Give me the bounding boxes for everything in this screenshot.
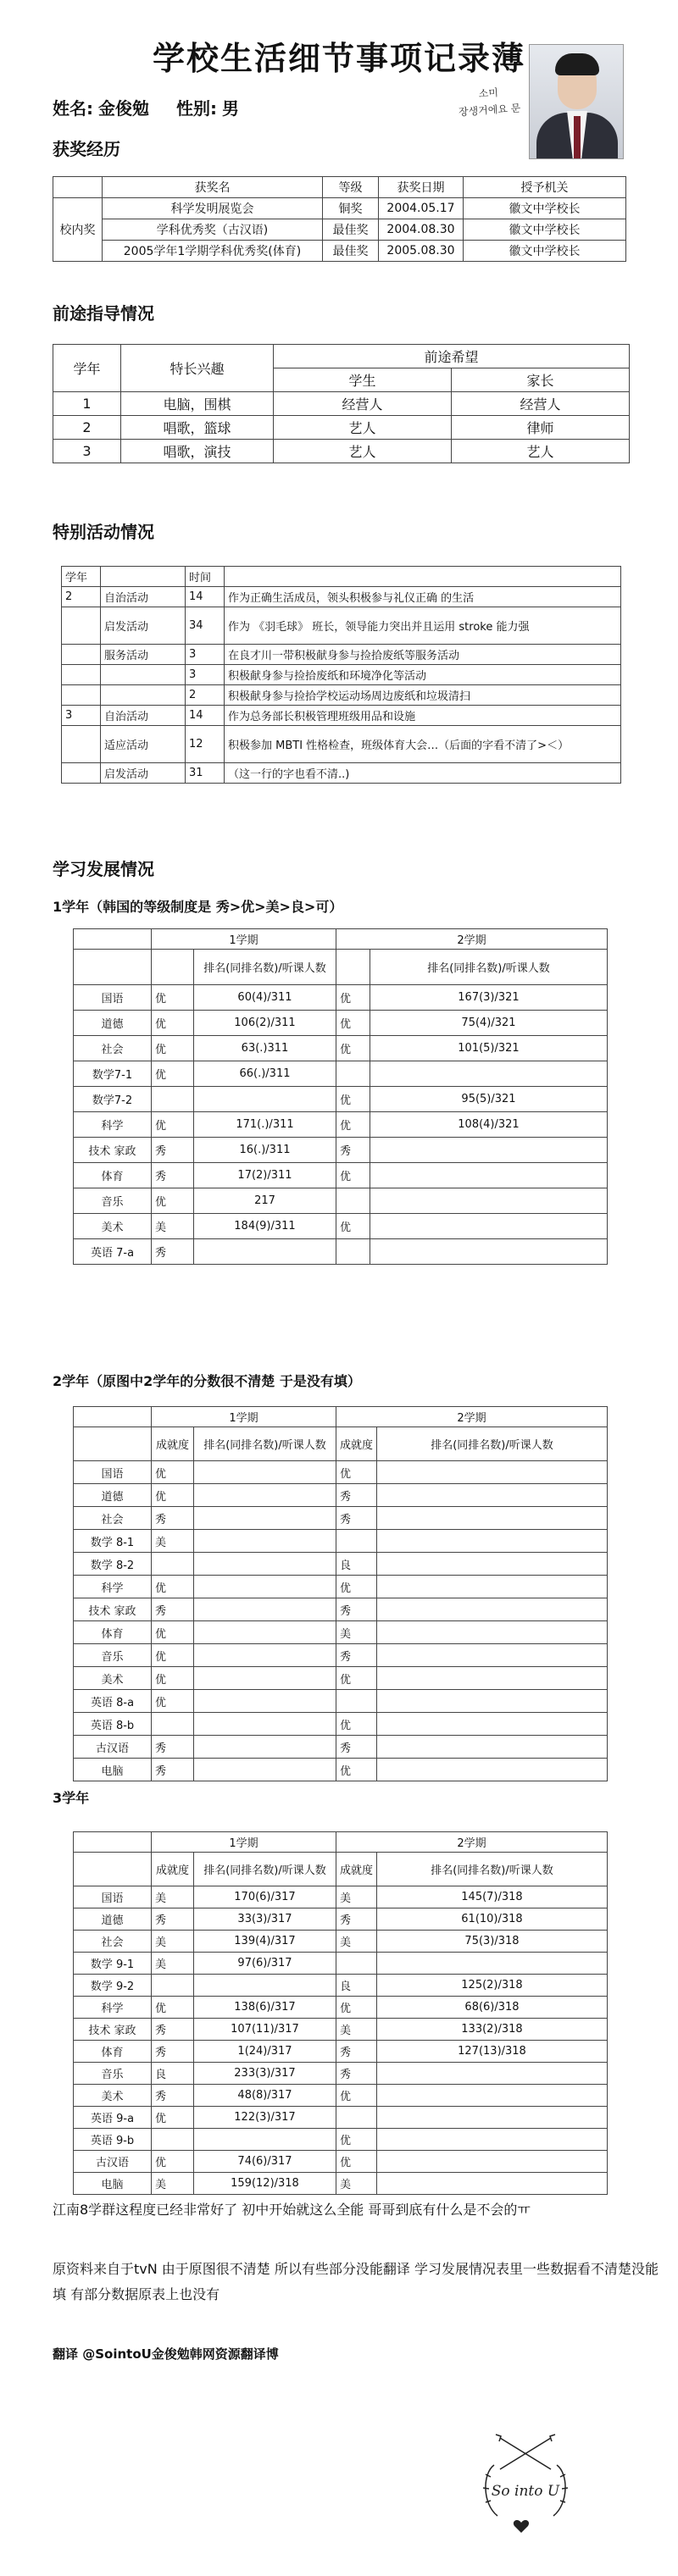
- rank-cell: [194, 1484, 336, 1507]
- subject-cell: 科学: [74, 1997, 152, 2019]
- rank-cell: 107(11)/317: [194, 2019, 336, 2041]
- grade-cell: 美: [152, 2173, 194, 2195]
- rank-cell: [377, 2085, 608, 2107]
- rank-cell: 125(2)/318: [377, 1975, 608, 1997]
- table-row: [74, 1163, 608, 1188]
- grade-cell: [152, 1713, 194, 1736]
- table-row: [74, 1759, 608, 1781]
- grade-cell: [336, 1953, 377, 1975]
- rank-cell: 48(8)/317: [194, 2085, 336, 2107]
- table-row: 2 唱歌，篮球 艺人 律师: [53, 416, 630, 440]
- student-name: 金俊勉: [98, 98, 149, 119]
- grade-cell: 优: [336, 1759, 377, 1781]
- header-issuer: 授予机关: [464, 177, 626, 198]
- subject-cell: 社会: [74, 1507, 152, 1530]
- year2-sem1: 1学期: [152, 1407, 336, 1427]
- rank-cell: 170(6)/317: [194, 1886, 336, 1908]
- table-row: [74, 1239, 608, 1265]
- grade-cell: 秀: [152, 2085, 194, 2107]
- awards-table: [53, 176, 626, 262]
- grade-cell: 秀: [336, 2041, 377, 2063]
- table-row: [74, 1011, 608, 1036]
- rank-cell: [377, 1484, 608, 1507]
- translator-credit: 翻译 @SointoU金俊勉韩网资源翻译博: [53, 2346, 279, 2362]
- rank-cell: [194, 1530, 336, 1553]
- year1-table: [73, 928, 608, 1265]
- rank-cell: [370, 1239, 608, 1265]
- table-row: [74, 1621, 608, 1644]
- grade-cell: 美: [152, 1214, 194, 1239]
- table-row: [74, 1484, 608, 1507]
- grade-cell: [152, 1087, 194, 1112]
- year1-caption: 1学年（韩国的等级制度是 秀>优>美>良>可）: [53, 899, 343, 915]
- subject-cell: 国语: [74, 985, 152, 1011]
- rank-cell: 127(13)/318: [377, 2041, 608, 2063]
- table-row: 校内奖 科学发明展览会 铜奖 2004.05.17 徽文中学校长: [53, 198, 626, 219]
- rank-cell: 139(4)/317: [194, 1931, 336, 1953]
- subject-cell: 数学7-2: [74, 1087, 152, 1112]
- grade-cell: 优: [336, 1997, 377, 2019]
- rank-cell: [194, 1975, 336, 1997]
- header-interest: 特长兴趣: [121, 345, 274, 392]
- grade-cell: 秀: [152, 2019, 194, 2041]
- grade-cell: [336, 1530, 377, 1553]
- grade-cell: 秀: [336, 1736, 377, 1759]
- subject-cell: 美术: [74, 1214, 152, 1239]
- rank-cell: [377, 1644, 608, 1667]
- grade-cell: 秀: [336, 1138, 370, 1163]
- page-title: 学校生活细节事项记录薄: [152, 40, 525, 77]
- guidance-heading: 前途指导情况: [53, 303, 154, 324]
- table-row: [74, 2129, 608, 2151]
- table-row: [74, 2063, 608, 2085]
- grade-cell: 优: [336, 1087, 370, 1112]
- subject-cell: 电脑: [74, 1759, 152, 1781]
- grade-cell: 优: [152, 1011, 194, 1036]
- subject-cell: 体育: [74, 2041, 152, 2063]
- grade-cell: 优: [336, 1713, 377, 1736]
- subject-cell: 美术: [74, 2085, 152, 2107]
- subject-cell: 数学 8-1: [74, 1530, 152, 1553]
- subject-cell: 古汉语: [74, 1736, 152, 1759]
- note-line-2: 原资料来自于tvN 由于原图很不清楚 所以有些部分没能翻译 学习发展情况表里一些数据看不清楚没能填 有部分数据原表上也没有: [53, 2261, 659, 2302]
- grade-cell: [152, 1553, 194, 1576]
- grade-cell: 优: [152, 1576, 194, 1598]
- grade-cell: 秀: [152, 1736, 194, 1759]
- grade-cell: [336, 2107, 377, 2129]
- rank-cell: [377, 1553, 608, 1576]
- grade-cell: 优: [336, 2085, 377, 2107]
- grade-cell: 秀: [152, 1507, 194, 1530]
- rank-cell: 122(3)/317: [194, 2107, 336, 2129]
- header-student: 学生: [274, 368, 452, 392]
- table-row: [74, 1736, 608, 1759]
- rank-cell: [194, 2129, 336, 2151]
- table-row: [74, 1931, 608, 1953]
- activities-heading: 特别活动情况: [53, 522, 154, 542]
- year1-sem2: 2学期: [336, 929, 608, 950]
- table-row: [74, 1975, 608, 1997]
- rank-cell: 1(24)/317: [194, 2041, 336, 2063]
- grade-cell: 美: [336, 1621, 377, 1644]
- table-row: [74, 1112, 608, 1138]
- subject-cell: 道德: [74, 1484, 152, 1507]
- rank-cell: 106(2)/311: [194, 1011, 336, 1036]
- table-row: [74, 1138, 608, 1163]
- so-into-u-logo: [470, 2423, 581, 2541]
- rank-cell: [377, 1621, 608, 1644]
- table-row: [74, 2019, 608, 2041]
- rank-cell: 233(3)/317: [194, 2063, 336, 2085]
- table-row: [74, 1886, 608, 1908]
- study-heading: 学习发展情况: [53, 859, 154, 879]
- rank-cell: 145(7)/318: [377, 1886, 608, 1908]
- table-row: [74, 2173, 608, 2195]
- note-line-1: 江南8学群这程度已经非常好了 初中开始就这么全能 哥哥到底有什么是不会的ㅠ: [53, 2202, 531, 2218]
- rank-cell: [377, 1461, 608, 1484]
- rank-cell: 108(4)/321: [370, 1112, 608, 1138]
- rank-cell: [377, 1736, 608, 1759]
- grade-cell: 优: [152, 985, 194, 1011]
- subject-cell: 电脑: [74, 2173, 152, 2195]
- grade-cell: [336, 1690, 377, 1713]
- rank-cell: 60(4)/311: [194, 985, 336, 1011]
- subject-cell: 英语 7-a: [74, 1239, 152, 1265]
- table-row: 3 自治活动 14 作为总务部长积极管理班级用品和设施: [62, 706, 621, 726]
- logo-text: So into U: [491, 2483, 560, 2500]
- table-row: [74, 1087, 608, 1112]
- grade-cell: 美: [336, 1886, 377, 1908]
- grade-cell: [336, 1188, 370, 1214]
- rank-cell: 75(3)/318: [377, 1931, 608, 1953]
- grade-cell: 优: [336, 1461, 377, 1484]
- award-group: 校内奖: [53, 198, 103, 262]
- subject-cell: 美术: [74, 1667, 152, 1690]
- activities-table: [61, 566, 621, 784]
- table-row: 3 唱歌，演技 艺人 艺人: [53, 440, 630, 463]
- subject-cell: 国语: [74, 1886, 152, 1908]
- subject-cell: 英语 9-a: [74, 2107, 152, 2129]
- rank-cell: [377, 1576, 608, 1598]
- rank-cell: 75(4)/321: [370, 1011, 608, 1036]
- grade-cell: 秀: [336, 1484, 377, 1507]
- rank-cell: 33(3)/317: [194, 1908, 336, 1931]
- year1-sem1: 1学期: [152, 929, 336, 950]
- table-row: 启发活动 34 作为 《羽毛球》 班长，领导能力突出并且运用 stroke 能力强: [62, 607, 621, 645]
- table-row: 2 积极献身参与捡拾学校运动场周边废纸和垃圾清扫: [62, 685, 621, 706]
- rank-cell: 61(10)/318: [377, 1908, 608, 1931]
- rank-cell: 66(.)/311: [194, 1061, 336, 1087]
- grade-cell: [336, 1239, 370, 1265]
- table-row: [74, 1690, 608, 1713]
- year2-caption: 2学年（原图中2学年的分数很不清楚 于是没有填）: [53, 1373, 361, 1389]
- rank-cell: 138(6)/317: [194, 1997, 336, 2019]
- grade-cell: [336, 1061, 370, 1087]
- year2-sem2: 2学期: [336, 1407, 608, 1427]
- rank-cell: [377, 2107, 608, 2129]
- subject-cell: 古汉语: [74, 2151, 152, 2173]
- subject-cell: 技术 家政: [74, 1138, 152, 1163]
- rank-cell: [194, 1239, 336, 1265]
- rank-cell: [377, 1759, 608, 1781]
- rank-cell: [370, 1214, 608, 1239]
- table-row: [74, 1461, 608, 1484]
- rank-cell: [377, 1713, 608, 1736]
- stamp-line-2: 장생거에요 문: [458, 102, 521, 119]
- rank-cell: [377, 2063, 608, 2085]
- subject-cell: 音乐: [74, 1188, 152, 1214]
- rank-cell: [194, 1759, 336, 1781]
- subject-cell: 体育: [74, 1621, 152, 1644]
- year2-table: 1学期 2学期 成就度 排名(同排名数)/听课人数 成就度 排名(同排名数)/听课人数 国语 优 优 道德 优 秀 社会 秀 秀 数学 8-1 美 数学 8-2 良 科学 优 优 技术 家政 秀 秀 体育 优 美 音乐 优 秀 美术 优 优 英语 8-a 优 英语 8-b 优 古汉语 秀 秀 电脑 秀 优: [73, 1406, 608, 1781]
- rank-cell: [377, 1598, 608, 1621]
- grade-cell: 优: [152, 1061, 194, 1087]
- grade-cell: 优: [336, 1576, 377, 1598]
- subject-cell: 国语: [74, 1461, 152, 1484]
- table-row: [74, 1997, 608, 2019]
- grade-cell: 秀: [152, 1908, 194, 1931]
- student-gender: 男: [222, 98, 239, 119]
- subject-cell: 社会: [74, 1931, 152, 1953]
- table-row: [74, 1188, 608, 1214]
- rank-cell: [377, 1507, 608, 1530]
- name-label: 姓名:: [53, 98, 93, 119]
- year3-caption: 3学年: [53, 1790, 90, 1806]
- handwritten-note: [438, 81, 541, 122]
- header-year: 学年: [53, 345, 121, 392]
- table-row: [74, 985, 608, 1011]
- table-row: [74, 1908, 608, 1931]
- subject-cell: 数学 8-2: [74, 1553, 152, 1576]
- grade-cell: 优: [152, 1112, 194, 1138]
- rank-cell: 68(6)/318: [377, 1997, 608, 2019]
- rank-cell: [377, 1690, 608, 1713]
- grade-cell: 优: [152, 1461, 194, 1484]
- grade-cell: 优: [336, 1667, 377, 1690]
- rank-cell: [194, 1736, 336, 1759]
- rank-cell: [194, 1507, 336, 1530]
- grade-cell: 优: [336, 1036, 370, 1061]
- rank-cell: [377, 2173, 608, 2195]
- grade-cell: 美: [336, 1931, 377, 1953]
- grade-cell: 良: [336, 1975, 377, 1997]
- table-row: 学科优秀奖（古汉语) 最佳奖 2004.08.30 徽文中学校长: [53, 219, 626, 241]
- rank-cell: 217: [194, 1188, 336, 1214]
- year3-sem1: 1学期: [152, 1832, 336, 1853]
- rank-cell: [194, 1621, 336, 1644]
- table-row: [74, 1598, 608, 1621]
- gender-label: 性别:: [176, 98, 217, 119]
- grade-cell: 秀: [336, 1908, 377, 1931]
- subject-cell: 数学 9-2: [74, 1975, 152, 1997]
- year1-sem2-rank-header: 排名(同排名数)/听课人数: [370, 950, 608, 985]
- rank-cell: 63(.)311: [194, 1036, 336, 1061]
- table-row: [74, 1214, 608, 1239]
- rank-cell: [377, 1667, 608, 1690]
- subject-cell: 技术 家政: [74, 1598, 152, 1621]
- table-row: [74, 1036, 608, 1061]
- table-row: [74, 2107, 608, 2129]
- table-row: [74, 1576, 608, 1598]
- grade-cell: 秀: [152, 2041, 194, 2063]
- rank-cell: [194, 1598, 336, 1621]
- header-date: 获奖日期: [379, 177, 464, 198]
- grade-cell: 良: [152, 2063, 194, 2085]
- table-row: [74, 1507, 608, 1530]
- grade-cell: 优: [152, 1667, 194, 1690]
- table-row: [74, 1530, 608, 1553]
- rank-cell: 184(9)/311: [194, 1214, 336, 1239]
- grade-cell: 秀: [152, 1759, 194, 1781]
- grade-cell: 优: [336, 2151, 377, 2173]
- grade-cell: 优: [336, 985, 370, 1011]
- grade-cell: 优: [152, 2151, 194, 2173]
- rank-cell: [194, 1644, 336, 1667]
- grade-cell: 优: [152, 1997, 194, 2019]
- rank-cell: [370, 1061, 608, 1087]
- rank-cell: 17(2)/311: [194, 1163, 336, 1188]
- table-row: 2005学年1学期学科优秀奖(体育) 最佳奖 2005.08.30 徽文中学校长: [53, 241, 626, 262]
- grade-cell: 美: [152, 1886, 194, 1908]
- rank-cell: 97(6)/317: [194, 1953, 336, 1975]
- grade-cell: 良: [336, 1553, 377, 1576]
- header-parent: 家长: [452, 368, 630, 392]
- subject-cell: 社会: [74, 1036, 152, 1061]
- rank-cell: [370, 1163, 608, 1188]
- year3-table: 1学期 2学期 成就度 排名(同排名数)/听课人数 成就度 排名(同排名数)/听课人数 国语 美 170(6)/317 美 145(7)/318 道德 秀 33(3)/317 秀 61(10)/318 社会 美 139(4)/317 美 75(3)/318 数学 9-1 美 97(6)/317 数学 9-2 良 125(2)/318 科学 优 138(6)/317 优 68(6)/318 技术 家政 秀 107(11)/317 美 133(2)/318 体育 秀 1(24)/317 秀 127(13)/318 音乐 良 233(3)/317 秀 美术 秀 48(8)/317 优 英语 9-a 优 122(3)/317 英语 9-b 优 古汉语 优 74(6)/317 优 电脑 美 159(12)/318 美: [73, 1831, 608, 2195]
- rank-cell: [377, 2151, 608, 2173]
- grade-cell: 优: [152, 1188, 194, 1214]
- grade-cell: 优: [152, 1621, 194, 1644]
- table-row: 1 电脑，围棋 经营人 经营人: [53, 392, 630, 416]
- grade-cell: 美: [152, 1953, 194, 1975]
- rank-cell: [194, 1713, 336, 1736]
- grade-cell: 美: [336, 2173, 377, 2195]
- subject-cell: 音乐: [74, 1644, 152, 1667]
- subject-cell: 音乐: [74, 2063, 152, 2085]
- subject-cell: 数学 9-1: [74, 1953, 152, 1975]
- table-row: 2 自治活动 14 作为正确生活成员，领头积极参与礼仪正确 的生活: [62, 587, 621, 607]
- grade-cell: 美: [336, 2019, 377, 2041]
- subject-cell: 英语 9-b: [74, 2129, 152, 2151]
- rank-cell: 101(5)/321: [370, 1036, 608, 1061]
- rank-cell: [377, 1953, 608, 1975]
- rank-cell: [194, 1553, 336, 1576]
- grade-cell: 优: [336, 1011, 370, 1036]
- grade-cell: 优: [152, 1484, 194, 1507]
- subject-cell: 英语 8-b: [74, 1713, 152, 1736]
- table-row: [74, 1553, 608, 1576]
- rank-cell: [377, 2129, 608, 2151]
- grade-cell: 秀: [336, 1644, 377, 1667]
- table-row: [74, 2085, 608, 2107]
- rank-cell: 133(2)/318: [377, 2019, 608, 2041]
- grade-cell: 优: [152, 1036, 194, 1061]
- table-row: 3 积极献身参与捡拾废纸和环境净化等活动: [62, 665, 621, 685]
- table-row: [74, 2041, 608, 2063]
- student-info: [53, 95, 239, 119]
- subject-cell: 英语 8-a: [74, 1690, 152, 1713]
- subject-cell: 体育: [74, 1163, 152, 1188]
- table-row: 适应活动 12 积极参加 MBTI 性格检查，班级体育大会…（后面的字看不清了>＜）: [62, 726, 621, 763]
- header-hope: 前途希望: [274, 345, 630, 368]
- table-row: [74, 2151, 608, 2173]
- grade-cell: 美: [152, 1530, 194, 1553]
- grade-cell: 秀: [336, 1598, 377, 1621]
- rank-cell: [194, 1667, 336, 1690]
- grade-cell: 优: [152, 2107, 194, 2129]
- rank-cell: [194, 1461, 336, 1484]
- header-level: 等级: [323, 177, 379, 198]
- rank-cell: 16(.)/311: [194, 1138, 336, 1163]
- subject-cell: 道德: [74, 1011, 152, 1036]
- rank-cell: 171(.)/311: [194, 1112, 336, 1138]
- grade-cell: 秀: [152, 1163, 194, 1188]
- awards-heading: 获奖经历: [53, 139, 120, 159]
- grade-cell: 优: [336, 2129, 377, 2151]
- grade-cell: 优: [152, 1644, 194, 1667]
- grade-cell: 秀: [152, 1239, 194, 1265]
- table-row: 服务活动 3 在良才川一带积极献身参与捡拾废纸等服务活动: [62, 645, 621, 665]
- table-row: [74, 1713, 608, 1736]
- header-award-name: 获奖名: [103, 177, 323, 198]
- rank-cell: 74(6)/317: [194, 2151, 336, 2173]
- grade-cell: 美: [152, 1931, 194, 1953]
- year3-sem2: 2学期: [336, 1832, 608, 1853]
- grade-cell: 秀: [336, 2063, 377, 2085]
- subject-cell: 科学: [74, 1576, 152, 1598]
- student-photo: [529, 44, 624, 159]
- rank-cell: [377, 1530, 608, 1553]
- subject-cell: 数学7-1: [74, 1061, 152, 1087]
- subject-cell: 技术 家政: [74, 2019, 152, 2041]
- header-time: 时间: [186, 567, 225, 587]
- subject-cell: 道德: [74, 1908, 152, 1931]
- rank-cell: 167(3)/321: [370, 985, 608, 1011]
- table-row: 启发活动 31 （这一行的字也看不清..): [62, 763, 621, 784]
- grade-cell: [152, 2129, 194, 2151]
- grade-cell: [152, 1975, 194, 1997]
- grade-cell: 优: [336, 1112, 370, 1138]
- table-row: [74, 1061, 608, 1087]
- grade-cell: 优: [152, 1690, 194, 1713]
- stamp-line-1: 소미: [478, 86, 499, 100]
- header-year: 学年: [62, 567, 101, 587]
- rank-cell: [194, 1087, 336, 1112]
- rank-cell: [370, 1188, 608, 1214]
- table-row: [74, 1644, 608, 1667]
- table-row: [74, 1953, 608, 1975]
- rank-cell: 159(12)/318: [194, 2173, 336, 2195]
- grade-cell: 秀: [336, 1507, 377, 1530]
- guidance-table: [53, 344, 630, 463]
- grade-cell: 优: [336, 1163, 370, 1188]
- rank-cell: [194, 1690, 336, 1713]
- table-row: [74, 1667, 608, 1690]
- grade-cell: 秀: [152, 1138, 194, 1163]
- subject-cell: 科学: [74, 1112, 152, 1138]
- rank-cell: [370, 1138, 608, 1163]
- year1-sem1-rank-header: 排名(同排名数)/听课人数: [194, 950, 336, 985]
- grade-cell: 秀: [152, 1598, 194, 1621]
- grade-cell: 优: [336, 1214, 370, 1239]
- rank-cell: 95(5)/321: [370, 1087, 608, 1112]
- rank-cell: [194, 1576, 336, 1598]
